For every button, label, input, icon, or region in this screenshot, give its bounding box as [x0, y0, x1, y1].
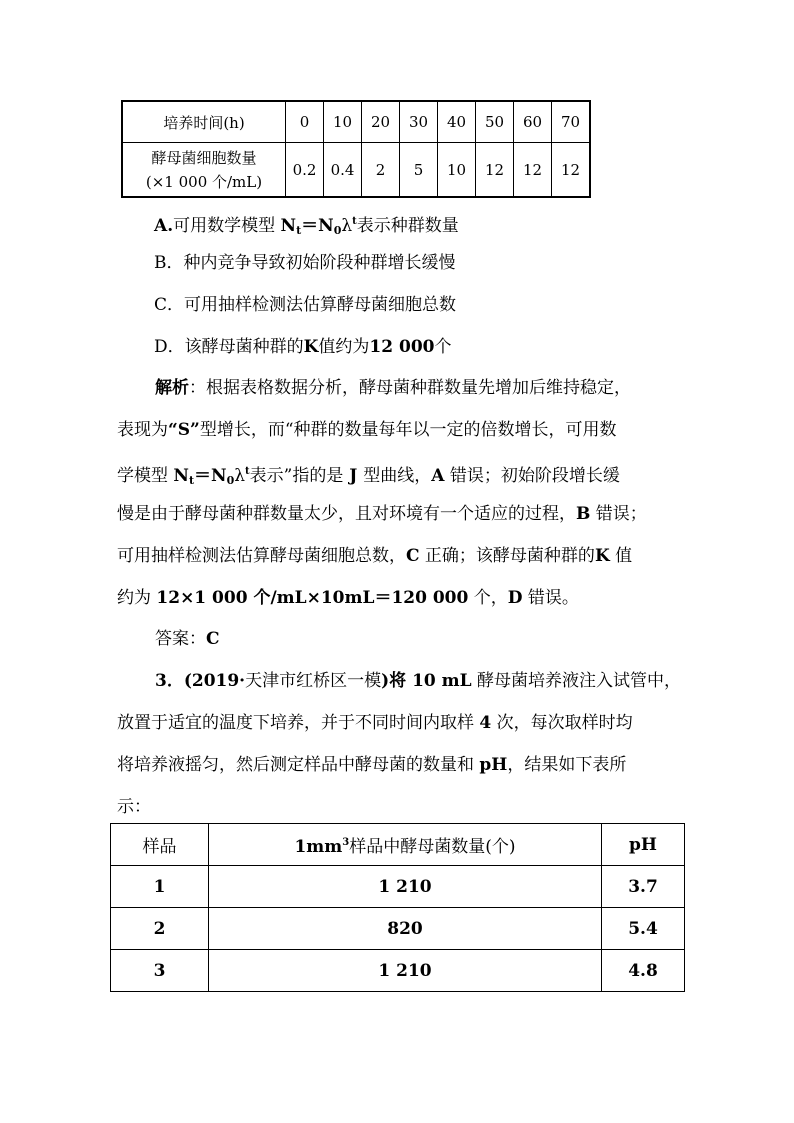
- q3-line-2: [117, 711, 633, 735]
- table-cell: 40: [438, 101, 476, 143]
- table-cell: 60: [514, 101, 552, 143]
- q3-ph: pH: [479, 755, 508, 775]
- q3-text: )将: [381, 671, 413, 691]
- analysis-j-curve: J: [343, 466, 364, 486]
- option-c: C．可用抽样检测法估算酵母菌细胞总数: [154, 295, 457, 315]
- analysis-line-2: [117, 418, 617, 442]
- analysis-line-6: [117, 586, 579, 610]
- analysis-text: 表示”指的是: [249, 466, 344, 486]
- analysis-line-4: [117, 502, 647, 526]
- table-cell: 20: [362, 101, 400, 143]
- table-cell: 12: [552, 143, 591, 198]
- option-a-tail: 表示种群数量: [356, 216, 459, 236]
- table-cell: 10: [438, 143, 476, 198]
- analysis-text: 约为: [117, 588, 157, 608]
- analysis-text: 型曲线，: [363, 466, 432, 486]
- table-cell: 5.4: [602, 908, 685, 950]
- table-header-cell: 培养时间(h): [122, 101, 286, 143]
- formula-lambda: λ: [234, 466, 246, 486]
- option-d-mid: 值约为: [318, 337, 370, 357]
- q3-text: ，结果如下表所: [507, 755, 627, 775]
- table-cell: 3.7: [602, 866, 685, 908]
- table-cell: 0: [286, 101, 324, 143]
- analysis-option-b: B: [576, 504, 591, 524]
- q3-text: 酵母菌培养液注入试管中，: [471, 671, 682, 691]
- table-row: [122, 101, 590, 143]
- q3-text: 次，每次取样时均: [491, 713, 633, 733]
- table-header-cell: 样品: [111, 824, 209, 866]
- analysis-text: ：根据表格数据分析，酵母菌种群数量先增加后维持稳定，: [189, 378, 631, 398]
- table-cell: 70: [552, 101, 591, 143]
- table-row: [111, 950, 685, 992]
- analysis-option-c: C: [406, 546, 420, 566]
- option-a-prefix: A.: [154, 216, 174, 236]
- analysis-text: 型增长，而“种群的数量每年以一定的倍数增长，可用数: [199, 420, 617, 440]
- analysis-calc: 12×1 000 个/mL×10mL＝120 000: [156, 588, 469, 608]
- table-row: [111, 908, 685, 950]
- answer-value: C: [206, 629, 220, 649]
- header-line: 酵母菌细胞数量: [151, 148, 257, 167]
- option-d-value: 12 000: [369, 337, 435, 357]
- table-cell: 2: [362, 143, 400, 198]
- analysis-label: 解析: [155, 378, 189, 398]
- analysis-text: 个，: [468, 588, 508, 608]
- analysis-text: 慢是由于酵母菌种群数量太少，且对环境有一个适应的过程，: [117, 504, 576, 524]
- header-text: 样品中酵母菌数量(个): [349, 837, 516, 857]
- answer-label: 答案：: [155, 629, 206, 649]
- table-cell: 1 210: [209, 950, 602, 992]
- q3-text: 将培养液摇匀，然后测定样品中酵母菌的数量和: [117, 755, 480, 775]
- analysis-k: K: [594, 546, 610, 566]
- table-cell: 12: [514, 143, 552, 198]
- table-cell: 10: [324, 101, 362, 143]
- analysis-text: 值: [609, 546, 633, 566]
- table-cell: 1: [111, 866, 209, 908]
- analysis-text: 正确；该酵母菌种群的: [419, 546, 595, 566]
- formula-sup-t: t: [352, 216, 357, 227]
- q3-text: 天津市红桥区一模: [245, 671, 382, 691]
- analysis-text: 可用抽样检测法估算酵母菌细胞总数，: [117, 546, 406, 566]
- table-cell: 30: [400, 101, 438, 143]
- analysis-text: 错误；: [590, 504, 647, 524]
- table-header-row: [111, 824, 685, 866]
- header-line: (×1 000 个/mL): [145, 172, 263, 191]
- option-d-prefix: D．该酵母菌种群的: [154, 337, 304, 357]
- table-header-cell: [209, 824, 602, 866]
- analysis-text: 错误；初始阶段增长缓: [444, 466, 620, 486]
- q3-line-3: [117, 753, 626, 777]
- table-row: [111, 866, 685, 908]
- analysis-line-3: [117, 460, 620, 493]
- formula-sup-t: t: [245, 466, 250, 477]
- analysis-text: 表现为: [117, 420, 168, 440]
- q3-line-1: [155, 669, 681, 693]
- header-superscript: 3: [342, 837, 350, 848]
- table-cell: 4.8: [602, 950, 685, 992]
- analysis-line-1: [155, 376, 631, 400]
- analysis-text: 错误。: [522, 588, 579, 608]
- header-text: 1mm: [294, 837, 343, 857]
- answer-line: [155, 627, 220, 651]
- analysis-text: 学模型: [117, 466, 174, 486]
- table-cell: 50: [476, 101, 514, 143]
- table-cell: 1 210: [209, 866, 602, 908]
- table-cell: 820: [209, 908, 602, 950]
- formula-eq: ＝N: [301, 216, 334, 236]
- table-header-cell: pH: [602, 824, 685, 866]
- table-row: [122, 143, 590, 198]
- formula-sub-t: t: [188, 474, 195, 487]
- option-a: [154, 210, 459, 243]
- analysis-option-a: A: [431, 466, 445, 486]
- formula-lambda: λ: [341, 216, 353, 236]
- option-d: [154, 335, 451, 359]
- option-b: B．种内竞争导致初始阶段种群增长缓慢: [154, 253, 456, 273]
- q3-count: 4: [479, 713, 492, 733]
- formula-sub-t: t: [296, 224, 302, 237]
- question-number: 3．(2019·: [155, 671, 246, 691]
- table-cell: 2: [111, 908, 209, 950]
- table-cell: 0.2: [286, 143, 324, 198]
- option-a-text: 可用数学模型: [173, 216, 281, 236]
- table-cell: 5: [400, 143, 438, 198]
- table-cell: 12: [476, 143, 514, 198]
- table-cell: 3: [111, 950, 209, 992]
- formula-n: N: [280, 216, 297, 236]
- q3-text: 放置于适宜的温度下培养，并于不同时间内取样: [117, 713, 480, 733]
- yeast-growth-table: [121, 100, 591, 198]
- formula-sub-0: 0: [226, 474, 235, 487]
- sample-table: [110, 823, 685, 992]
- analysis-option-d: D: [507, 588, 523, 608]
- analysis-s-curve: “S”: [168, 420, 200, 440]
- option-d-k: K: [303, 337, 319, 357]
- q3-volume: 10 mL: [412, 671, 472, 691]
- formula-n: N: [173, 466, 189, 486]
- table-header-cell: [122, 143, 286, 198]
- table-cell: 0.4: [324, 143, 362, 198]
- formula-sub-0: 0: [333, 224, 342, 237]
- analysis-line-5: [117, 544, 632, 568]
- option-d-suffix: 个: [434, 337, 452, 357]
- formula-eq: ＝N: [194, 466, 227, 486]
- q3-line-4: 示：: [117, 797, 151, 817]
